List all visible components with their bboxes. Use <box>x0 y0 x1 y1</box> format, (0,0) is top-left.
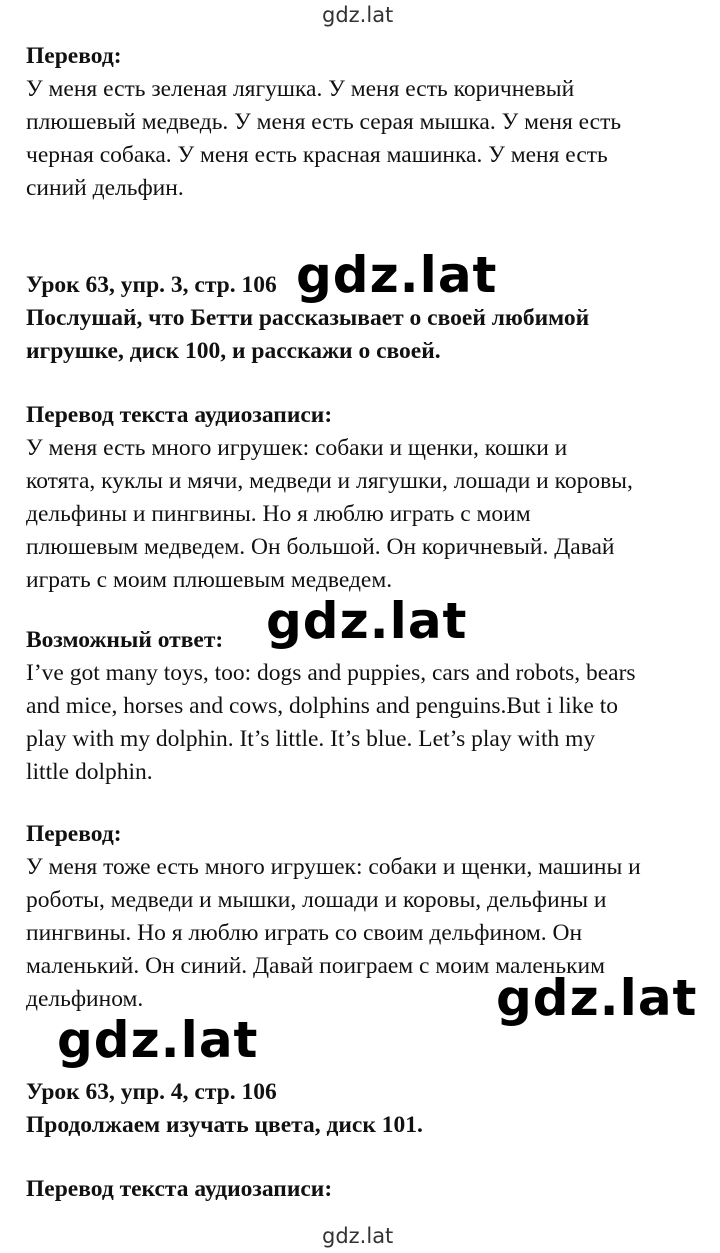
section2-line: роботы, медведи и мышки, лошади и коровы, дельфины и <box>26 887 607 913</box>
exercise3-task-line: Послушай, что Бетти рассказывает о своей любимой <box>26 305 590 331</box>
watermark-top: gdz.lat <box>322 3 394 27</box>
possible-answer-line: play with my dolphin. It’s little. It’s blue. Let’s play with my <box>26 726 596 752</box>
section1-heading: Перевод: <box>26 43 122 69</box>
audio-translation-line: плюшевым медведем. Он большой. Он коричневый. Давай <box>26 534 615 560</box>
section1-line: плюшевый медведь. У меня есть серая мышка. У меня есть <box>26 109 622 135</box>
watermark-big: gdz.lat <box>496 969 698 1027</box>
exercise4-title: Урок 63, упр. 4, стр. 106 <box>26 1079 277 1105</box>
watermark-bottom: gdz.lat <box>322 1224 394 1248</box>
section2-line: У меня тоже есть много игрушек: собаки и щенки, машины и <box>26 854 641 880</box>
audio-translation-line: котята, куклы и мячи, медведи и лягушки, лошади и коровы, <box>26 468 633 494</box>
possible-answer-line: little dolphin. <box>26 759 153 785</box>
audio-translation-line: У меня есть много игрушек: собаки и щенки, кошки и <box>26 435 568 461</box>
audio-translation2-heading: Перевод текста аудиозаписи: <box>26 1176 333 1202</box>
watermark-big: gdz.lat <box>266 592 468 650</box>
section1-line: У меня есть зеленая лягушка. У меня есть коричневый <box>26 76 575 102</box>
audio-translation-heading: Перевод текста аудиозаписи: <box>26 402 333 428</box>
exercise3-title: Урок 63, упр. 3, стр. 106 <box>26 272 277 298</box>
watermark-big: gdz.lat <box>296 246 498 304</box>
audio-translation-line: дельфины и пингвины. Но я люблю играть с моим <box>26 501 531 527</box>
section2-line: маленький. Он синий. Давай поиграем с моим маленьким <box>26 953 605 979</box>
section2-line: дельфином. <box>26 986 144 1012</box>
possible-answer-line: I’ve got many toys, too: dogs and puppies, cars and robots, bears <box>26 660 636 686</box>
exercise3-task-line: игрушке, диск 100, и расскажи о своей. <box>26 338 441 364</box>
section2-heading: Перевод: <box>26 821 122 847</box>
possible-answer-line: and mice, horses and cows, dolphins and penguins.But i like to <box>26 693 618 719</box>
section2-line: пингвины. Но я люблю играть со своим дельфином. Он <box>26 920 583 946</box>
possible-answer-heading: Возможный ответ: <box>26 627 224 653</box>
exercise4-task: Продолжаем изучать цвета, диск 101. <box>26 1112 423 1138</box>
watermark-big: gdz.lat <box>57 1011 259 1069</box>
section1-line: синий дельфин. <box>26 175 184 201</box>
section1-line: черная собака. У меня есть красная машинка. У меня есть <box>26 142 608 168</box>
audio-translation-line: играть с моим плюшевым медведем. <box>26 567 393 593</box>
